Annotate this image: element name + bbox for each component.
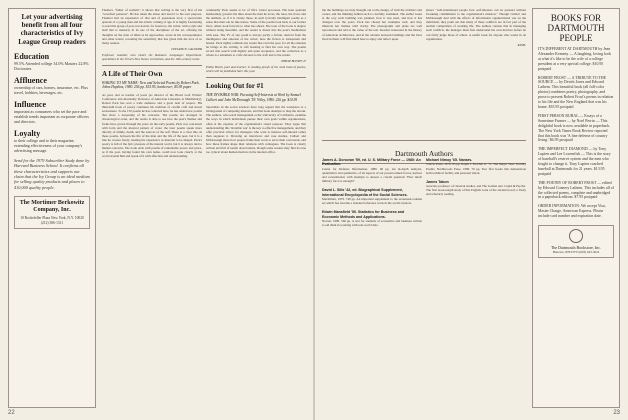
bookstore-headline: BOOKS FOR DARTMOUTH PEOPLE [547, 13, 605, 43]
author-entry-text: Macmillan, 1979. 748 pp. An important supplement to the seventeen-volume set which has become a standard reference work in the social sciences. [322, 197, 422, 206]
divider [102, 65, 202, 66]
author-entry-title: David L. Sills '42, ed. Biographical Supplement, International Encyclopedia of the Social Sciences. [322, 188, 408, 197]
bookstore-item: FIRST PERSON RURAL — Essays of a Sometime Farmer — by Noel Perrin — This delightful book is now available in paperback. The New York Times Book Review reported that this book was 'A fine defense of country living.' $6.95 postpaid [538, 113, 611, 143]
ad-item-text: important as consumers who set the pace and establish trends important as corporate officers and directors. [14, 108, 89, 124]
article-signature: LEYLAND E. GAULDER [171, 46, 202, 51]
author-entry [322, 210, 422, 227]
ad-item [14, 100, 90, 124]
ad-item-title: Education [14, 51, 50, 61]
author-entry-text: associate professor of classical studies, and The Golden Ass: Cupid & Psyche. The first book-length study of this English work of the ancient novel; a lively and scholarly reading. [426, 184, 526, 197]
bookstore-item: THE IMPERFECT DIAMOND — by Tony Lupien and Lee Lowenfish — This is the story of baseball's reserve system and the men who fought to change it. Tony Lupien coached baseball at Dartmouth for 21 years. $13.95 postpaid [538, 147, 611, 176]
ad-headline: Let your advertising benefit from all four characteristics of Ivy League Group readers [18, 13, 86, 46]
looking-body: Specialists in the social sciences have long argued that the workplace is a battleground of competing interests, and this book attempts to map the terrain. The authors, who teach management at the University of California, examine the ways in which individuals pursue their own goals within organizations, often at the expense of the organization's stated purpose. They argue that understanding this 'invisible war' is the key to effective management, and they offer practical advice for managers who want to harness self-interest rather than suppress it. Drawing on interviews and case studies, Culbert and McDonough show how people frame their work to serve their own needs, and how these frames shape their relations with colleagues. The book is clearly written and full of useful observations, though some readers may find its tone too cynical about human motives in the modern office. [206, 105, 306, 155]
divider [206, 77, 306, 78]
ad-item-text: to their college and to their magazine, extending effectiveness of your company's advertising message. [14, 137, 83, 153]
review-body: As poet, and as teacher of poets (as director of the Bread Loaf Writers' Conference and Abernethy Professor of American Literature at Middlebury), Robert Pack has won a wide audience and a great deal of respect. His thirteenth book of poetry continues his tradition of careful craft and moral seriousness. To the 150 poems he has collected here, he has added new poems that show a deepening of his concerns. The poems are arranged in chronological order, and the reader is able to see how the poet's themes and forms have grown through the years. In the early poems, Pack was concerned with form and the musical pattern of verse; the later poems speak more directly of family, death, and the sources of the self. There is a clear line, in these poems, between the life of the man and the life of the poet, but it is a line he crosses freely, treating his experience as material to be shaped. Pack's poetry is full of the lyric pleasure of the natural world, but it is always tied to human concerns. The book ends with poems of remarkable power and grace, as if the poet, having found his own name, could now look clearly at the world around him and speak of it with affection and understanding. [102, 92, 202, 159]
ad-item-title: Influence [14, 99, 46, 109]
ad-item [14, 52, 90, 71]
authors-col-2 [426, 158, 526, 201]
ivy-league-ad [8, 8, 96, 408]
author-note: Professor Gaulder, who chairs the Romance Languages Department, specializes in the French New Novel, surrealism, and the 19th-century novel. [102, 52, 202, 61]
author-entry-text: Norton, 1980. 560 pp. A text for students of economics and business written to aid them in working with real-world data. [322, 219, 422, 228]
author-entry-title: Michael Nimoy '65. Nanars. [426, 158, 473, 162]
bookstore-item: THE POETRY OF ROBERT FROST — edited by Edward Connery Lathem. This includes all of the collected poems, complete and unabridged in a paperback edition. $7.95 postpaid [538, 180, 614, 200]
author-entry [426, 180, 526, 197]
authors-heading: Dartmouth Authors [394, 149, 454, 158]
author-entry-title: James A. Donovan '59, ed. U. S. Military Force — 1980: An Evaluation. [322, 158, 421, 167]
ad-closing: Send for the 1979 Subscriber Study done by Harvard Business School. It confirms all these characteristics and supports our claim that the Ivy Group is an ideal medium for selling quality products and places to 410,000 quality people. [14, 157, 90, 190]
bookstore-box [538, 225, 614, 258]
column-2 [102, 8, 202, 412]
column-3 [206, 8, 306, 412]
ad-item [14, 129, 90, 153]
bookstore-item: ROBERT FROST — A TRIBUTE TO THE SOURCE — by Dewitt Jones and Edward Lathem. This beautiful book (all full-color photos) combines poetry, photography, and prose to present Robert Frost's poems in relation to his life and the New England that was his home. $35.95 postpaid [538, 75, 614, 109]
author-entry-text: Center for Defense Information, 1980. 96 pp. An in-depth analysis, quantitative and qualitative, of all aspects of our present armed forces, nuclear and conventional, with attempts to answer a crucial question: 'How much military force is enough?' [322, 166, 422, 184]
authors-col-1 [322, 158, 422, 232]
article-text: but the buildings are truly thought out to the design, of both the architect and owner, and the thinking behind each is carefully examined. The author looks at the way each building was planned, how it was used, and how it has changed over the years. Pack has chosen her examples well, and they illustrate her themes with clarity. The photographs and plans are well reproduced and add to the value of the text. Readers interested in the history of American architecture, and in the relation between buildings and the lives lived in them, will find much here to enjoy and reflect upon. [322, 8, 422, 41]
ad-item [14, 76, 90, 95]
bookstore-logo-icon [569, 229, 583, 243]
bookstore-ad [532, 8, 620, 408]
article-signature: R.H.B. [517, 42, 526, 47]
author-entry [322, 158, 422, 183]
author-entry [322, 188, 422, 205]
author-entry-text: Triacle Press, 1979. 95 pp. Ralph J. Fletcher Jr. '71. The Magic Vase: Fertility Poems. Northwoods Press, 1980. 76 pp. Two first books that demonstrate both technical facility and personal vision. [426, 162, 526, 175]
order-info: ORDER INFORMATION: We accept Visa, Master Charge, American Express. Please include card number and expiration date. [538, 204, 606, 219]
ad-item-title: Loyalty [14, 128, 41, 138]
looking-heading: Looking Out for #1 [206, 82, 264, 91]
author-entry [426, 158, 526, 175]
review-continued: continually Pack seems to be of life's varied processes. His least quatrain handsomely governs his lines about the men he loves, the trees, the rivers and the animals, as if it is clearly these, in such lyrically intelligent poems as a sense that men can be like nature. Some of the poems look back to our former lives; others look forward to what lies ahead. The tone of the book is elegiac without being mournful, and the reader is drawn into the poet's meditations with ease. The TV of any poem is always partly a fiction, derived from the intelligence and emotion of the writer; here the fiction is transparent and honest. Pack rightly reminds any reader that even the poet, for all the emotion he brings to his writing, is still learning to find his own way. The poems record that search with dignity and quiet eloquence, and the collection as a whole is a testament to a life devoted to the craft and to the reader. [206, 8, 306, 58]
ad-item-text: 99.5% Attended college 34.0% Masters 22.8% Doctorates [14, 60, 89, 71]
ad-company-box [14, 196, 90, 229]
ad-item-title: Affluence [14, 75, 47, 85]
bookstore-name: The Dartmouth Bookstore, Inc. [550, 245, 602, 251]
reviewer-note: Philip Booth, poet and teacher, is reading proofs of the sixth book of poems, which will be published later this year. [206, 65, 306, 74]
author-entry-title: James Tatum [426, 179, 449, 184]
review-signature: PHILIP BOOTH '47 [281, 59, 306, 64]
article-text: Flaubert, "father of realism"; it shows that writing is the very first of his "wretched passions". He has taken the abuse and used it to his own purpose. Flaubert had an experience of that and of passionate love; a spectacular episode of a young man and his artistic coming of age. It is highly fascinating to read this group of post-war novels, for Guerrero, the writer, with a style and skill that is masterly in its use of the disciplines of the art, offering his thoughts on the state of mind as he approaches, wrote in his correspondence and other letters; revealing the sensitivity that has given him the love of so many readers. [102, 8, 202, 45]
ad-company: The Mortimer Berkowitz Company, Inc. [19, 200, 85, 214]
looking-book-info: THE INVISIBLE WAR: Pursuing Self-Interests at Work by Samuel Culbert and John McDonough '59. Wiley, 1980. 226 pp. $14.95 [206, 93, 301, 102]
left-page [0, 0, 313, 420]
right-page [315, 0, 628, 420]
review-book-info: WAKING TO MY NAME: New and Selected Poems by Robert Pack. Johns Hopkins, 1980. 256 pp. $15.95, hardcover; $5.95 paper [102, 81, 200, 90]
bookstore-address: Hanover, NH 03755 (603) 643-3616 [552, 250, 600, 255]
column-2 [426, 8, 526, 138]
dartmouth-authors [322, 140, 526, 408]
page-number: 23 [613, 410, 620, 416]
page-number: 22 [8, 410, 15, 416]
ad-address: 10 Rockefeller Plaza New York, N.Y. 10020 (212) 586-1311 [20, 216, 84, 225]
bookstore-intro: IT'S DIFFERENT AT DARTMOUTH by Jean Alexander Kemeny — A laughing, loving look at what it's like to be the wife of a college president at a very special college. $10.95 postpaid [538, 47, 611, 71]
author-entry-title: Edwin Mansfield '50. Statistics for Business and Economic Methods and Applications. [322, 210, 405, 219]
ad-item-text: ownership of cars, homes, insurance, etc. Plus travel, hobbies, beverages, etc. [14, 84, 88, 95]
review-heading: A Life of Their Own [102, 70, 163, 79]
article-text: shows "well-intentioned people how self-interests can be pursued without forsaking commitment to the organization's mission." Though Culbert and McDonough deal with the effects of information organizational war on the individual, they point out that many of these conflicts are in fact part of the normal competition of working life. The authors caution that in managing such conflicts, the manager must first understand his own motives before he can fairly judge those of others. A useful book for anyone who works in an organization. [426, 8, 526, 41]
